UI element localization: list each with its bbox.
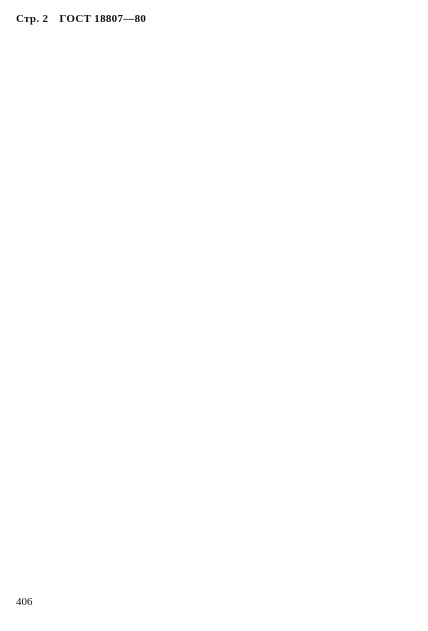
page-header: [16, 13, 154, 25]
standard-code: ГОСТ 18807—80: [59, 13, 147, 25]
page-label: Стр. 2: [16, 13, 49, 25]
page-number: 406: [16, 596, 33, 608]
